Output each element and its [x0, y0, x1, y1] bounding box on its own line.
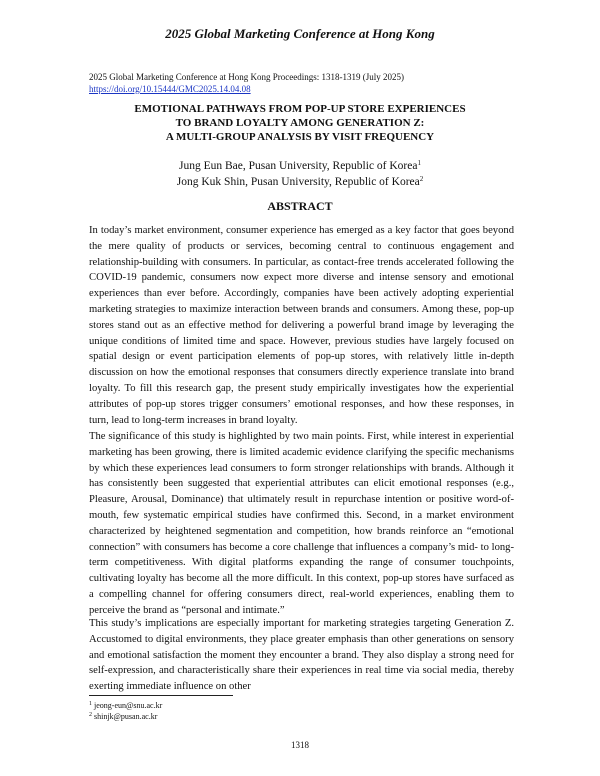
- author-name: Jong Kuk Shin, Pusan University, Republic of Korea: [176, 176, 420, 188]
- footnote-divider: [89, 695, 233, 696]
- footnote-marker: 2: [419, 175, 424, 183]
- proceedings-info: [89, 71, 404, 95]
- title-line: A MULTI-GROUP ANALYSIS BY VISIT FREQUENCY: [165, 131, 435, 143]
- proceedings-line: 2025 Global Marketing Conference at Hong Kong Proceedings: 1318-1319 (July 2025): [89, 72, 404, 82]
- page-number: 1318: [291, 740, 309, 750]
- footnote-email: shinjk@pusan.ac.kr: [94, 712, 158, 721]
- author-line: [0, 158, 600, 174]
- conference-header: 2025 Global Marketing Conference at Hong Kong: [165, 26, 435, 41]
- title-line: TO BRAND LOYALTY AMONG GENERATION Z:: [175, 117, 425, 129]
- footnote-marker: 1: [417, 159, 421, 167]
- abstract-heading: ABSTRACT: [267, 199, 333, 213]
- doi-link[interactable]: https://doi.org/10.15444/GMC2025.14.04.08: [89, 84, 251, 94]
- footnote: [89, 711, 162, 722]
- author-name: Jung Eun Bae, Pusan University, Republic of Korea: [179, 160, 418, 172]
- abstract-paragraph: This study’s implications are especially important for marketing strategies targeting Generation Z. Accustomed to digital environments, they place greater emphasis than other generations on sensory and emotional satisfaction the moment they encounter a brand. They also display a strong need for self-expression, and characteristically share their experiences in real time via social media, thereby exerting immediate influence on other: [89, 618, 514, 693]
- footnote-email: jeong-eun@snu.ac.kr: [94, 701, 163, 710]
- title-line: EMOTIONAL PATHWAYS FROM POP-UP STORE EXPERIENCES: [134, 103, 466, 115]
- author-list: [0, 158, 600, 190]
- footnote-marker: 2: [89, 712, 92, 718]
- author-line: [0, 174, 600, 190]
- footnotes: [89, 700, 162, 722]
- abstract-paragraph: The significance of this study is highlighted by two main points. First, while interest in experiential marketing has been growing, there is limited academic evidence clarifying the specific mechanisms by which these experiences lead consumers to form stronger relationships with brands. Although it has consistently been suggested that experiential attributes can elicit emotional responses (e.g., Pleasure, Arousal, Dominance) that ultimately result in repurchase intention or positive word-of-mouth, few systematic empirical studies have confirmed this. Second, in a market environment characterized by heightened segmentation and competition, how brands reinforce an “emotional connection” with consumers has become a core challenge that influences a company’s mid- to long-term competitiveness. With digital platforms expanding the range of consumer touchpoints, cultivating loyalty has become all the more difficult. In this context, pop-up stores have surfaced as a compelling channel for offering consumers direct, real-world experiences, enabling them to perceive the brand as “personal and intimate.”: [89, 431, 514, 616]
- paper-title: [0, 102, 600, 144]
- abstract-paragraph: In today’s market environment, consumer experience has emerged as a key factor that goes beyond the mere quality of products or services, becoming central to continuous engagement and relationship-building with consumers. In particular, as contact-free trends accelerated following the COVID-19 pandemic, consumers now expect more diverse and intense sensory and emotional experiences than ever before. Accordingly, companies have been actively adopting experiential marketing strategies to maximize interaction between brands and consumers. Among these, pop-up stores stand out as an effective method for delivering a powerful brand image by leveraging the unique conditions of limited time and space. However, previous studies have largely focused on spatial design or event participation elements of pop-up stores, with relatively little in-depth discussion on how the emotional responses that consumers directly experience translate into brand loyalty. To fill this research gap, the present study empirically investigates how the experiential attributes of pop-up stores trigger consumers’ emotional responses, and how these responses, in turn, lead to long-term increases in brand loyalty.: [89, 225, 514, 426]
- footnote: [89, 700, 162, 711]
- footnote-marker: 1: [89, 701, 92, 707]
